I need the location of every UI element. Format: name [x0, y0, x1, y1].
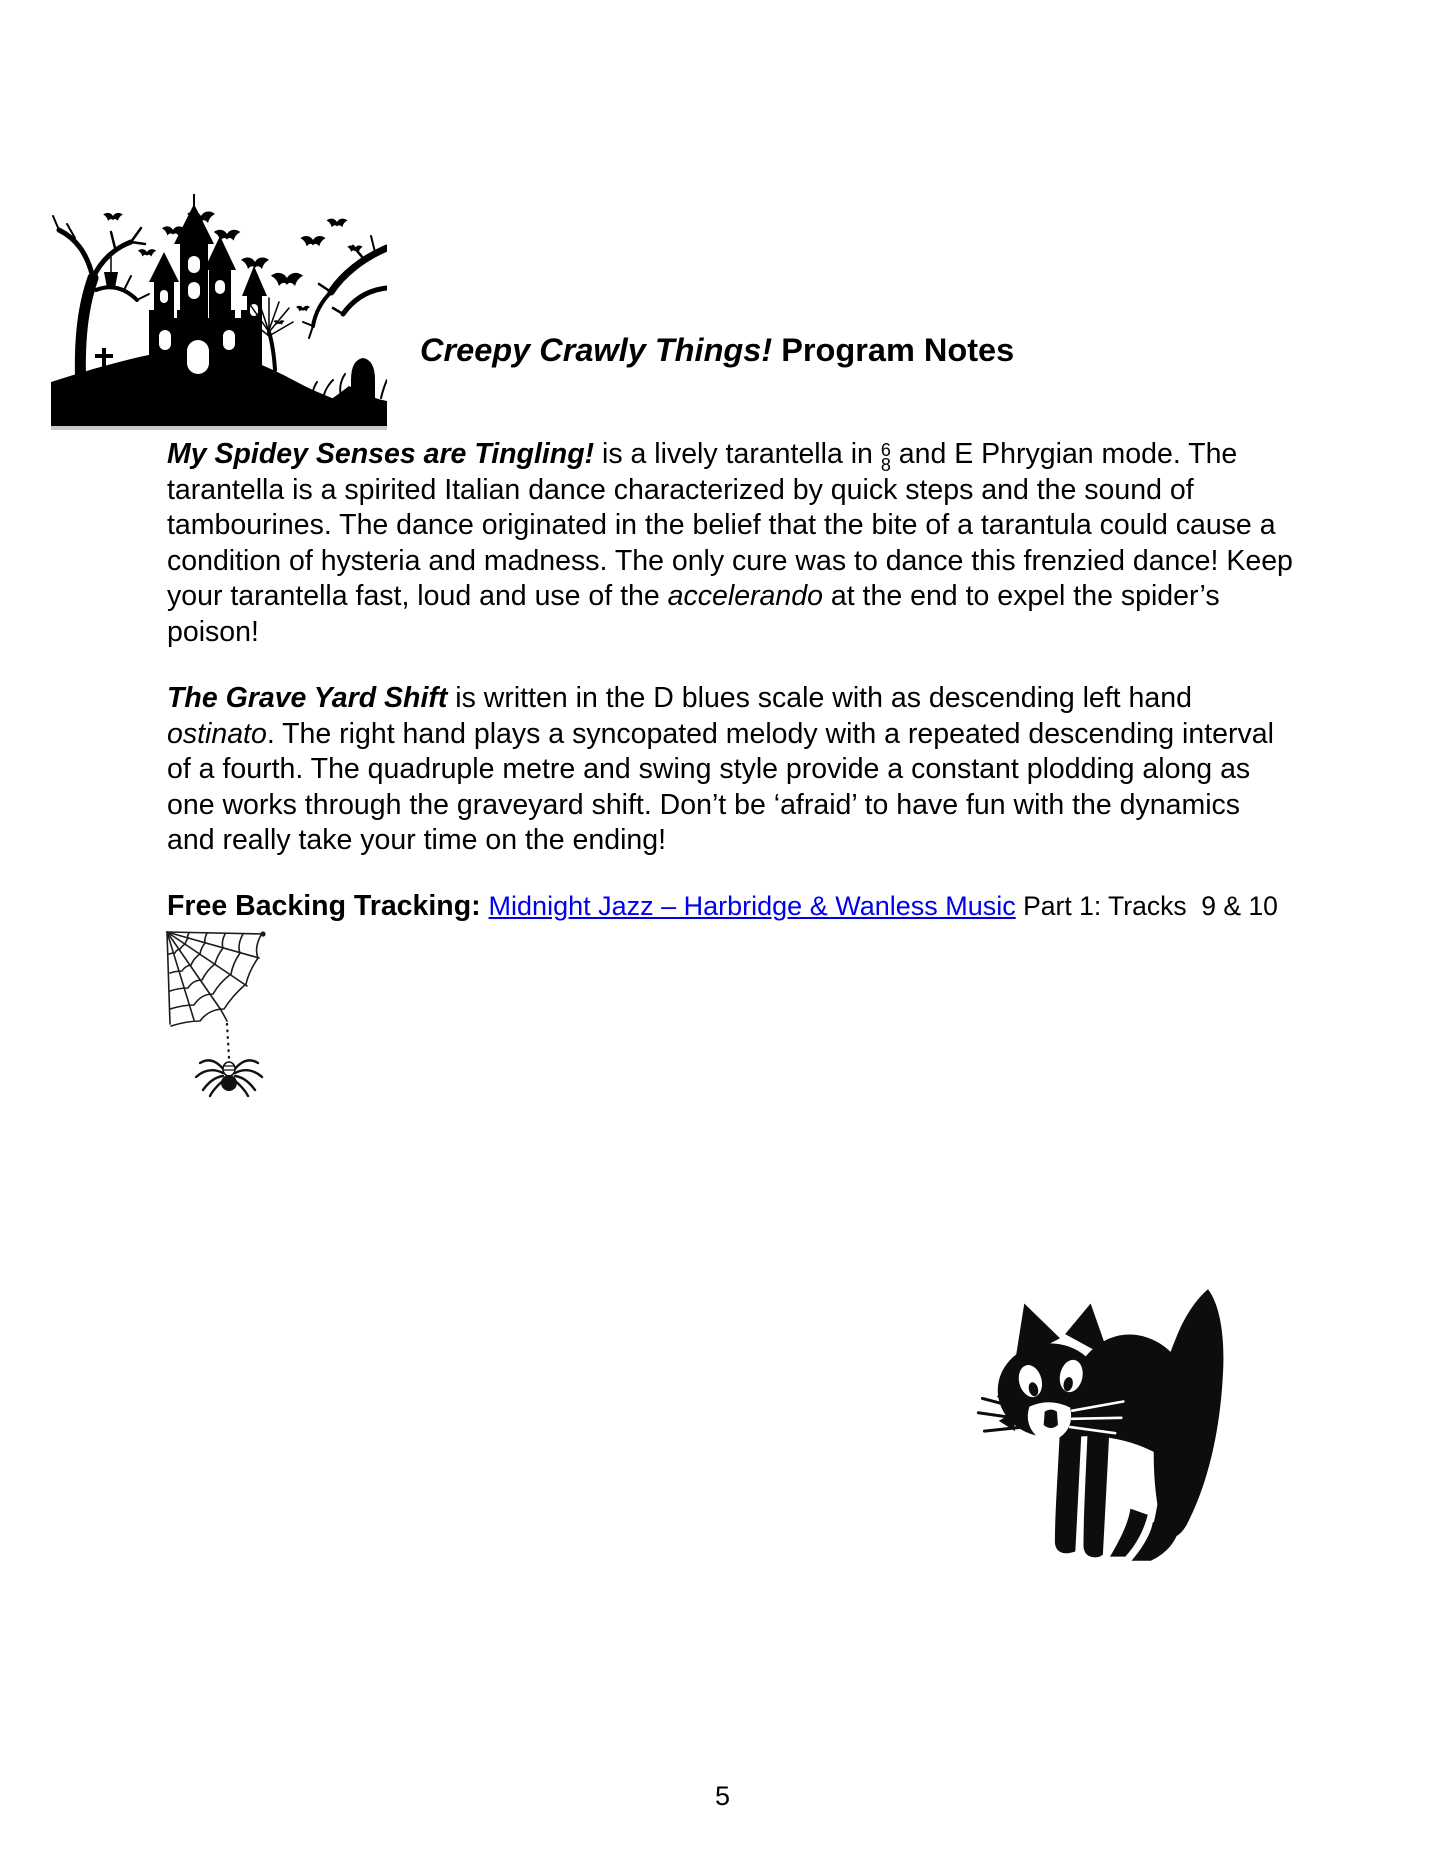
black-cat-illustration [975, 1278, 1243, 1574]
backing-track-line [167, 890, 1278, 923]
para2-text: . The right hand plays a syncopated melody with a repeated descending interval of a fourth. The quadruple metre and swing style provide a constant plodding along as one works through the graveyard shift. Don’t be ‘afraid’ to have fun with the dynamics and really take your time on the ending! [167, 717, 1274, 856]
haunted-house-image [51, 190, 387, 430]
time-signature-6-8 [880, 440, 891, 475]
time-sig-numerator: 6 [880, 440, 891, 461]
title-italic-part: Creepy Crawly Things! [420, 332, 773, 368]
spider-web-image [163, 928, 269, 1100]
tracks-info: Part 1: Tracks 9 & 10 [1015, 891, 1278, 921]
piece-title-spidey: My Spidey Senses are Tingling! [167, 438, 595, 470]
page-number: 5 [714, 1781, 731, 1811]
title-regular-part: Program Notes [772, 332, 1015, 368]
italic-term-accelerando: accelerando [667, 580, 823, 613]
black-cat-image [975, 1278, 1243, 1574]
midnight-jazz-link[interactable]: Midnight Jazz – Harbridge & Wanless Music [488, 891, 1016, 921]
page-title [420, 332, 1014, 369]
piece-title-graveyard: The Grave Yard Shift [167, 682, 448, 714]
paragraph-graveyard-shift [167, 681, 1295, 859]
paragraph-spidey-senses [167, 437, 1295, 650]
para2-text: is written in the D blues scale with as descending left hand [447, 682, 1192, 714]
haunted-house-illustration [51, 190, 387, 430]
para1-text: and E Phrygian mode. The tarantella is a spirited Italian dance characterized by quick steps and the sound of tambourines. The dance originated in the belief that the bite of a tarantula could cause a condition of hysteria and madness. The only cure was to dance this frenzied dance! Keep your tarantella fast, loud and use of the [167, 438, 1293, 613]
para1-text: at the end to expel the spider’s poison! [167, 580, 1220, 648]
para1-text: is a lively tarantella in [594, 438, 881, 470]
italic-term-ostinato: ostinato [167, 717, 267, 750]
backing-track-label: Free Backing Tracking: [167, 890, 481, 922]
spider-web-illustration [163, 928, 269, 1100]
time-sig-denominator: 8 [880, 455, 891, 475]
